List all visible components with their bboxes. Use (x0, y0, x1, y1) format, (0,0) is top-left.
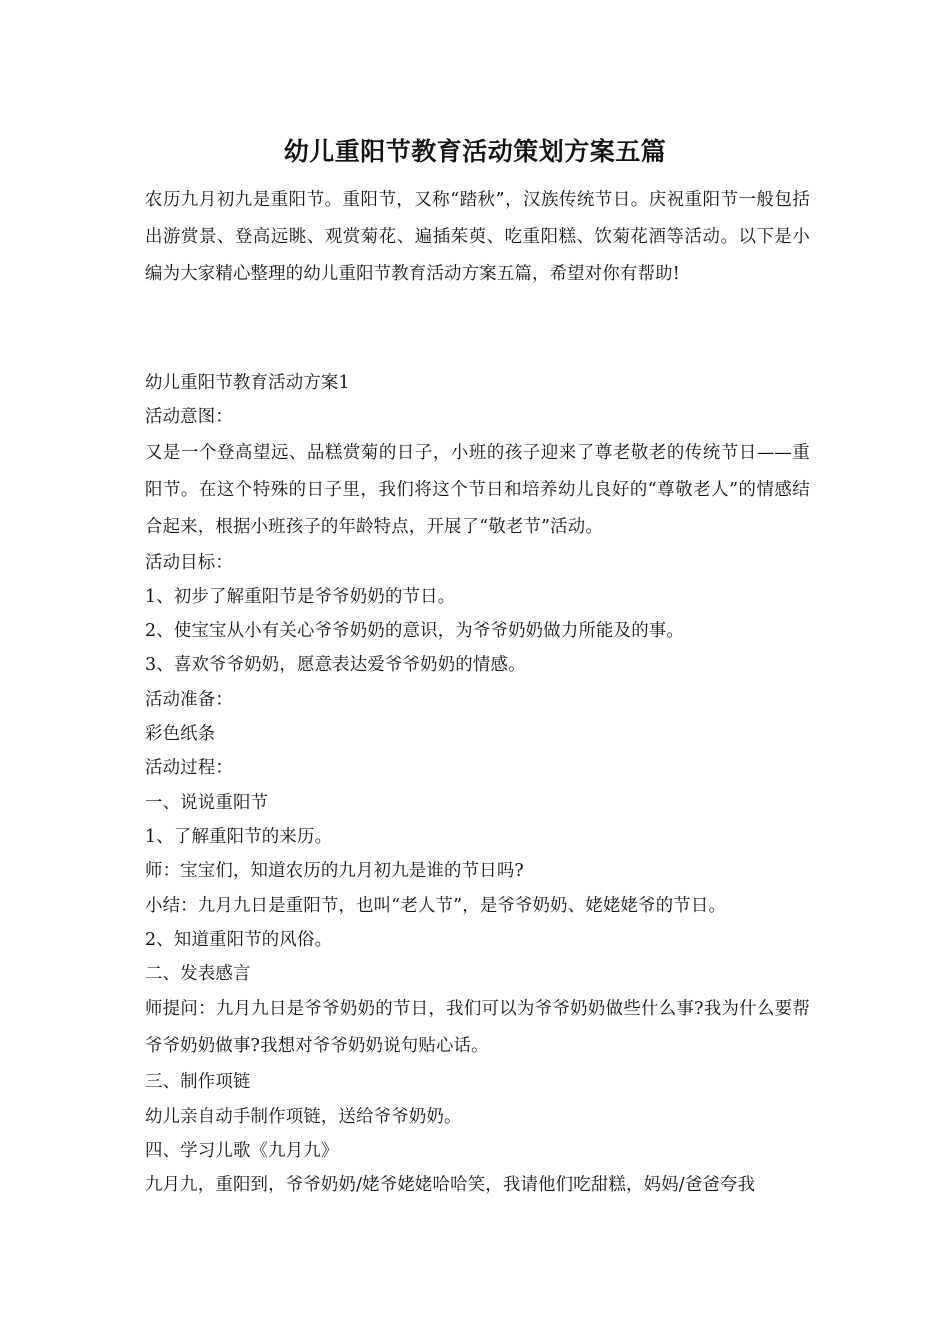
goal-label: 活动目标： (145, 552, 233, 573)
step2-paragraph: 师提问：九月九日是爷爷奶奶的节日，我们可以为爷爷奶奶做些什么事?我为什么要帮爷爷奶奶做事?我想对爷爷奶奶说句贴心话。 (145, 999, 810, 1057)
step4-text: 九月九，重阳到，爷爷奶奶/姥爷姥姥哈哈笑，我请他们吃甜糕，妈妈/爸爸夸我 (145, 1175, 756, 1196)
intro-paragraph: 农历九月初九是重阳节。重阳节，又称“踏秋”，汉族传统节日。庆祝重阳节一般包括出游赏景、登高远眺、观赏菊花、遍插茱萸、吃重阳糕、饮菊花酒等活动。以下是小编为大家精心整理的幼儿重阳节教育活动方案五篇，希望对你有帮助! (145, 190, 810, 284)
document-body (145, 366, 810, 1203)
step3-text: 幼儿亲自动手制作项链，送给爷爷奶奶。 (145, 1106, 462, 1127)
goal-item-3: 3、喜欢爷爷奶奶，愿意表达爱爷爷奶奶的情感。 (145, 655, 526, 676)
step1-heading: 一、说说重阳节 (145, 792, 269, 813)
step1-summary: 小结：九月九日是重阳节，也叫“老人节”，是爷爷奶奶、姥姥姥爷的节日。 (145, 895, 727, 916)
step1-sub2: 2、知道重阳节的风俗。 (145, 929, 333, 950)
document-title: 幼儿重阳节教育活动策划方案五篇 (283, 137, 667, 166)
prep-label: 活动准备： (145, 689, 233, 710)
process-label: 活动过程： (145, 758, 233, 779)
step4-heading: 四、学习儿歌《九月九》 (145, 1141, 339, 1162)
goal-item-2: 2、使宝宝从小有关心爷爷奶奶的意识，为爷爷奶奶做力所能及的事。 (145, 621, 684, 642)
step1-question: 师：宝宝们，知道农历的九月初九是谁的节日吗? (145, 861, 524, 882)
step1-sub1: 1、了解重阳节的来历。 (145, 826, 333, 847)
step2-heading: 二、发表感言 (145, 964, 251, 985)
section-heading: 幼儿重阳节教育活动方案1 (145, 373, 350, 393)
goal-item-1: 1、初步了解重阳节是爷爷奶奶的节日。 (145, 586, 456, 607)
prep-text: 彩色纸条 (145, 724, 216, 745)
intent-paragraph: 又是一个登高望远、品糕赏菊的日子，小班的孩子迎来了尊老敬老的传统节日——重阳节。在这个特殊的日子里，我们将这个节日和培养幼儿良好的“尊敬老人”的情感结合起来，根据小班孩子的年龄特点，开展了“敬老节”活动。 (145, 442, 810, 537)
intent-label: 活动意图： (145, 407, 233, 428)
step3-heading: 三、制作项链 (145, 1072, 251, 1093)
